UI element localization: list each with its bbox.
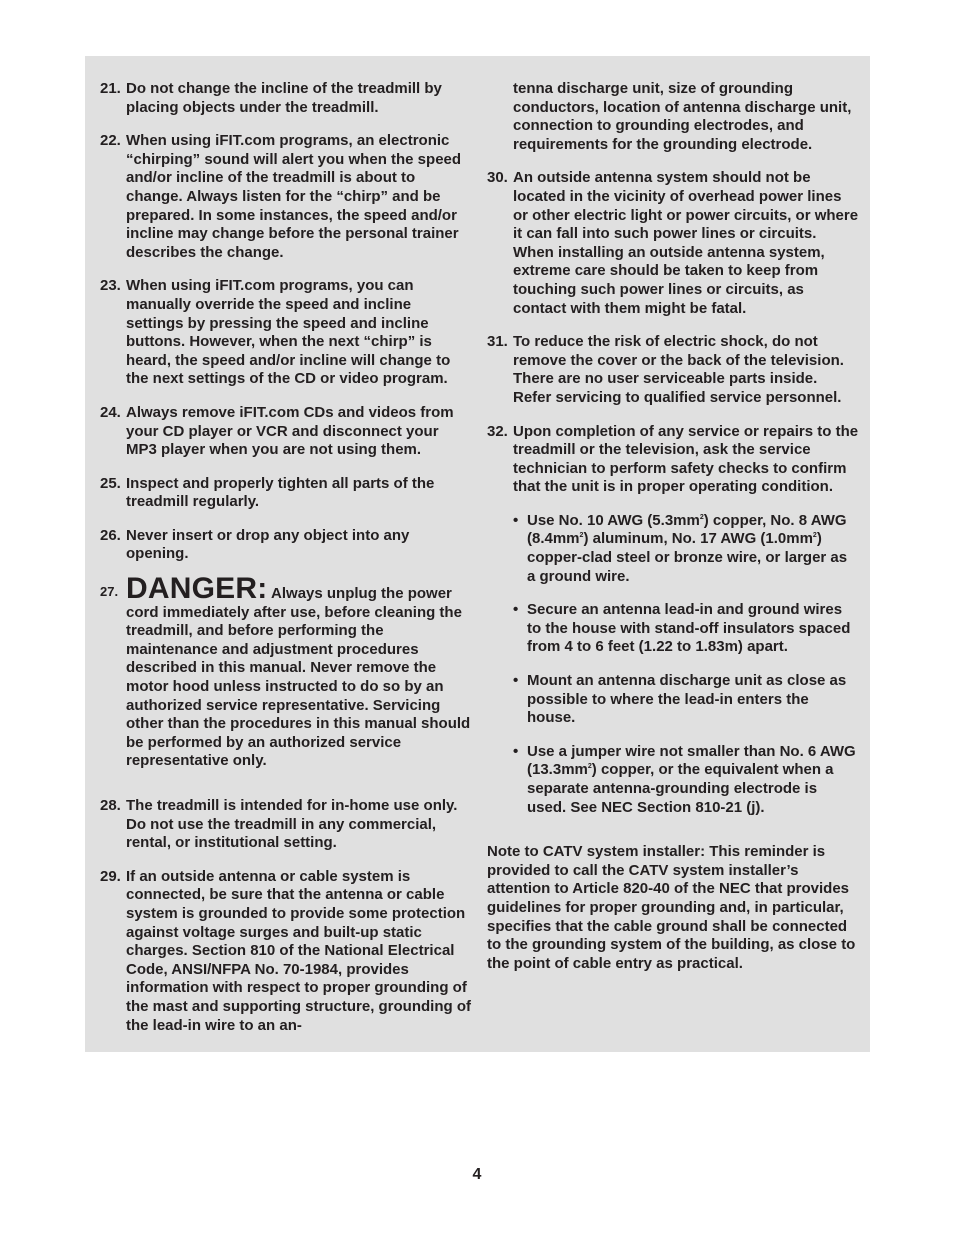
- list-item: 26. Never insert or drop any object into any opening.: [100, 526, 410, 563]
- safety-instructions-panel: [85, 56, 870, 1052]
- page-number: 4: [472, 1166, 482, 1183]
- list-item: 28. The treadmill is intended for in-home use only. Do not use the treadmill in any commercial, rental, or institutional setting.: [100, 797, 458, 852]
- bullet-icon: •: [513, 742, 519, 760]
- bullet-item: • Use a jumper wire not smaller than No. 6 AWG $(13.3mm^2)$ copper, or the equivalent when a separate antenna-grounding electrode is used. See NEC Section 810-21 (j).: [513, 742, 856, 816]
- list-item-continuation: tenna discharge unit, size of grounding conductors, location of antenna discharge unit, connection to grounding electrodes, and requirements for the grounding electrode.: [513, 80, 852, 153]
- bullet-icon: •: [513, 511, 519, 529]
- grounding-bullet-list: [513, 512, 859, 817]
- list-item: 32. Upon completion of any service or repairs to the treadmill or the television, ask the service technician to perform safety checks to confirm that the unit is in proper operating condition.: [487, 422, 859, 496]
- bullet-item: • Mount an antenna discharge unit as close as possible to where the lead-in enters the house.: [513, 672, 847, 727]
- left-column: [100, 80, 472, 1050]
- bullet-item: • Use No. 10 AWG $(5.3mm^2)$ copper, No. 8 AWG $(8.4mm^2)$ aluminum, No. 17 AWG $(1.0mm^2)$ copper-clad steel or bronze wire, or larger as a ground wire.: [513, 511, 848, 585]
- right-column: [487, 80, 859, 973]
- bullet-item: • Secure an antenna lead-in and ground wires to the house with stand-off insulators spaced from 4 to 6 feet (1.22 to 1.83m) apart.: [513, 601, 851, 656]
- danger-item: 27. DANGER: Always unplug the power cord immediately after use, before cleaning the treadmill, and before performing the maintenance and adjustment procedures described in this manual. Never remove the motor hood unless instructed to do so by an authorized service representative. Servicing other than the procedures in this manual should be performed by an authorized service representative only.: [100, 572, 471, 770]
- list-item: 31. To reduce the risk of electric shock, do not remove the cover or the back of the television. There are no user serviceable parts inside. Refer servicing to qualified service personnel.: [487, 333, 844, 406]
- list-item: 30. An outside antenna system should not be located in the vicinity of overhead power lines or other electric light or power circuits, or where it can fall into such power lines or circuits. When installing an outside antenna system, extreme care should be taken to keep from touching such power lines or circuits, as contact with them might be fatal.: [487, 169, 859, 317]
- list-item: 24. Always remove iFIT.com CDs and videos from your CD player or VCR and disconnect your MP3 player when you are not using them.: [100, 403, 454, 459]
- list-item: 29. If an outside antenna or cable system is connected, be sure that the antenna or cable system is grounded to provide some protection against voltage surges and built-up static charges. Section 810 of the National Electrical Code, ANSI/NFPA No. 70-1984, provides information with respect to proper grounding of the mast and supporting structure, grounding of the lead-in wire to an an-: [100, 867, 471, 1034]
- bullet-icon: •: [513, 672, 519, 690]
- list-item: 25. Inspect and properly tighten all parts of the treadmill regularly.: [100, 474, 435, 511]
- list-item: 22. When using iFIT.com programs, an electronic “chirping” sound will alert you when the speed and/or incline of the treadmill is about to change. Always listen for the “chirp” and be prepared. In some instances, the speed and/or incline may change before the personal trainer describes the change.: [100, 132, 462, 261]
- catv-installer-note: Note to CATV system installer: This reminder is provided to call the CATV system installer’s attention to Article 820-40 of the NEC that provides guidelines for proper grounding and, in particular, specifies that the cable ground shall be connected to the grounding system of the building, as close to the point of cable entry as practical.: [487, 843, 856, 972]
- danger-heading: DANGER:: [126, 572, 268, 606]
- list-item: 23. When using iFIT.com programs, you can manually override the speed and incline settings by pressing the speed and incline buttons. However, when the next “chirp” is heard, the speed and/or incline will change to the next settings of the CD or video program.: [100, 277, 451, 388]
- list-item: 21. Do not change the incline of the treadmill by placing objects under the treadmill.: [100, 80, 442, 116]
- bullet-icon: •: [513, 601, 519, 619]
